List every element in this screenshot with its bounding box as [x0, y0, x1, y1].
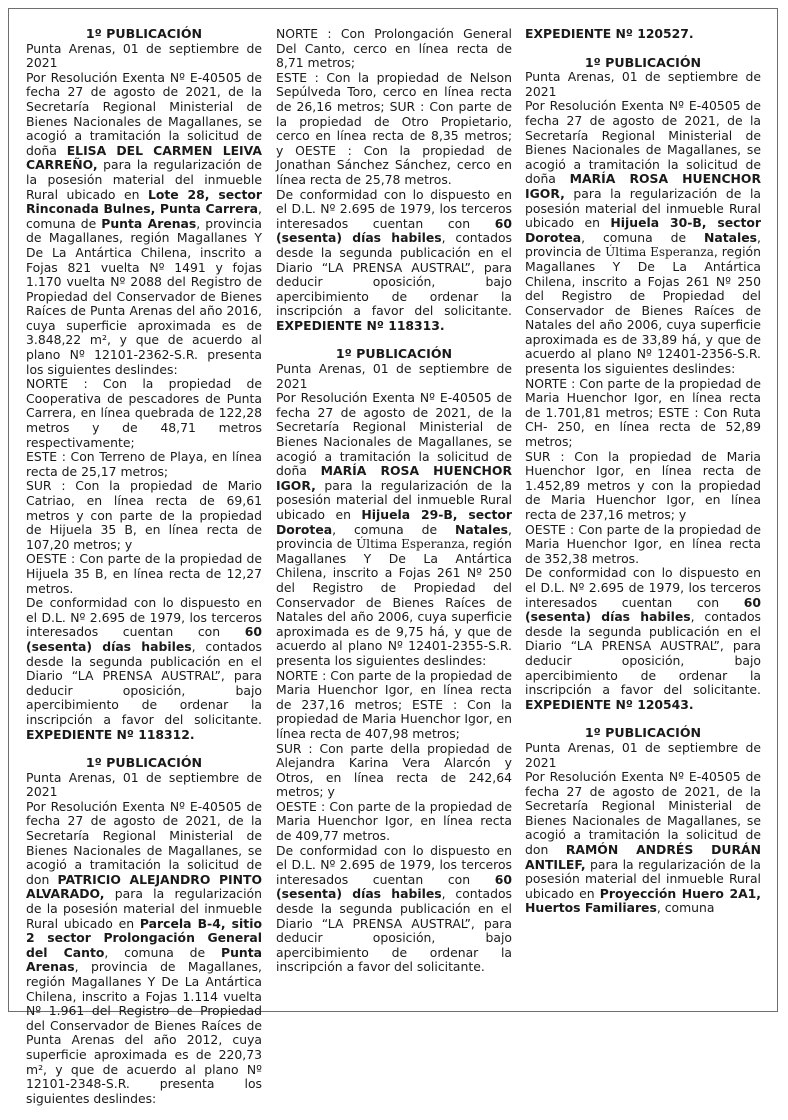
commune-label: , comuna	[656, 900, 715, 916]
boundary-line: NORTE : Con parte de la propiedad de Maria Huenchor Igor, en línea recta de 1.701,81 metros; ESTE : Con Ruta CH- 250, en línea recta de 52,89 metros;	[525, 375, 761, 450]
location-text: Parcela B-4, sitio 2 sector Prolongación General del Canto	[26, 915, 262, 960]
column-2	[276, 27, 512, 989]
purpose-text: para la regularización de la posesión material del inmueble Rural ubicado en	[26, 886, 262, 931]
boundary-line: SUR : Con la propiedad de Maria Huenchor Igor, en línea recta de 1.452,89 metros y con la propiedad de Maria Huenchor Igor, en línea recta de 237,16 metros; y	[525, 448, 761, 522]
notice-heading: 1º PUBLICACIÓN	[584, 725, 702, 741]
commune-label: , comuna de	[581, 229, 687, 245]
closing-text-end: , contados desde la segunda publicación en el Diario “LA PRENSA AUSTRAL”, para deducir oposición, bajo apercibimiento de ordenar la inscripción a favor del solicitante.	[276, 886, 512, 975]
resolution-text: Por Resolución Exenta Nº E-40505 de fecha 27 de agosto de 2021, de la Secretaría Regional Ministerial de Bienes Nacionales de Magallanes, se acogió a tramitación la solicitud de don	[525, 769, 761, 858]
boundary-line: OESTE : Con parte de la propiedad de Maria Huenchor Igor, en línea recta de 352,38 metros.	[525, 521, 761, 566]
closing-text: De conformidad con lo dispuesto en el D.L. Nº 2.695 de 1979, los terceros interesados cuentan con	[26, 595, 262, 640]
location-text: Hijuela 29-B, sector Dorotea	[276, 507, 512, 537]
location-text: Proyección Huero 2A1, Huertos Familiares	[525, 885, 761, 916]
resolution-text: Por Resolución Exenta Nº E-40505 de fecha 27 de agosto de 2021, de la Secretaría Regional Ministerial de Bienes Nacionales de Magallanes, se acogió a tramitación la solicitud de doña	[525, 98, 761, 187]
notice-118313	[26, 756, 262, 1106]
province-label: , provincia de	[276, 521, 512, 552]
boundary-line: NORTE : Con Prolongación General Del Canto, cerco en línea recta de 8,71 metros;	[276, 26, 512, 71]
closing-text: De conformidad con lo dispuesto en el D.L. Nº 2.695 de 1979, los terceros interesados cuentan con	[276, 186, 512, 231]
purpose-text: para la regularización de la posesión material del inmueble Rural ubicado en	[525, 856, 761, 901]
expediente-number: EXPEDIENTE Nº 120527.	[525, 26, 694, 41]
newspaper-page	[8, 8, 778, 1106]
closing-text: De conformidad con lo dispuesto en el D.L. Nº 2.695 de 1979, los terceros interesados cuentan con	[525, 565, 761, 610]
applicant-name: MARÍA ROSA HUENCHOR IGOR,	[525, 171, 761, 201]
property-text: , región Magallanes Y De La Antártica Chilena, inscrito a Fojas 261 Nº 250 del Registro de Propiedad del Conservador de Bienes Raíces de Natales del año 2006, cuya superficie aproximada es de 33,89 há, y que de acuerdo al plano Nº 12401-2356-S.R. presenta los siguientes deslindes:	[525, 244, 761, 377]
applicant-name: ELISA DEL CARMEN LEIVA CARREÑO,	[26, 142, 262, 173]
location-text: Lote 28, sector Rinconada Bulnes, Punta Carrera	[26, 186, 262, 217]
expediente-number: EXPEDIENTE Nº 118313.	[276, 317, 445, 333]
location-text: Hijuela 30-B, sector Dorotea	[525, 215, 761, 245]
province-name: Última Esperanza	[356, 537, 465, 552]
resolution-text: Por Resolución Exenta Nº E-40505 de fecha 27 de agosto de 2021, de la Secretaría Regional Ministerial de Bienes Nacionales de Magallanes, se acogió a tramitación la solicitud de doña	[276, 390, 512, 479]
boundary-line: OESTE : Con parte de la propiedad de Hijuela 35 B, en línea recta de 12,27 metros.	[26, 551, 262, 596]
purpose-text: para la regularización de la posesión material del inmueble Rural ubicado en	[26, 157, 262, 202]
notice-118313-cont	[276, 27, 512, 333]
notice-120527-cont	[525, 27, 761, 42]
boundary-line: SUR : Con parte della propiedad de Alejandra Karina Vera Alarcón y Otros, en línea recta de 242,64 metros; y	[276, 740, 512, 800]
applicant-name: MARÍA ROSA HUENCHOR IGOR,	[276, 463, 512, 493]
date-line: Punta Arenas, 01 de septiembre de 2021	[26, 40, 262, 71]
boundary-line: ESTE : Con la propiedad de Nelson Sepúlveda Toro, cerco en línea recta de 26,16 metros; SUR : Con parte de la propiedad de Otro Propietario, cerco en línea recta de 8,35 metros; y OESTE : Con la propiedad de Jonathan Sánchez Sánchez, cerco en línea recta de 25,78 metros.	[276, 69, 512, 187]
closing-text-end: , contados desde la segunda publicación en el Diario “LA PRENSA AUSTRAL”, para deducir oposición, bajo apercibimiento de ordenar la inscripción a favor del solicitante.	[525, 609, 761, 698]
closing-text: De conformidad con lo dispuesto en el D.L. Nº 2.695 de 1979, los terceros interesados cuentan con	[276, 842, 512, 887]
days-term: 60 (sesenta) días habiles	[525, 594, 761, 625]
boundary-line: SUR : Con la propiedad de Mario Catriao, en línea recta de 69,61 metros y con parte de la propiedad de Hijuela 35 B, en línea recta de 107,20 metros; y	[26, 478, 262, 552]
commune-name: Punta Arenas	[101, 215, 197, 231]
applicant-name: RAMÓN ANDRÉS DURÁN ANTILEF,	[525, 842, 761, 872]
property-text: , provincia de Magallanes, región Magallanes Y De La Antártica Chilena, inscrito a Fojas 1.114 vuelta Nº 1.961 del Registro de Propiedad del Conservador de Bienes Raíces de Punta Arenas del año 2012, cuya superficie aproximada es de 220,73 m², y que de acuerdo al plano Nº 12101-2348-S.R. presenta los siguientes deslindes:	[26, 959, 262, 1106]
province-name: Última Esperanza	[605, 245, 714, 260]
notice-120527	[276, 347, 512, 975]
commune-name: Natales	[704, 229, 758, 245]
commune-label: , comuna de	[26, 201, 262, 231]
date-line: Punta Arenas, 01 de septiembre de 2021	[276, 361, 512, 391]
notice-heading: 1º PUBLICACIÓN	[584, 54, 702, 70]
commune-label: , comuna de	[104, 944, 206, 960]
province-label: , provincia de	[525, 229, 761, 260]
commune-name: Natales	[455, 521, 509, 537]
boundary-line: NORTE : Con la propiedad de Cooperativa de pescadores de Punta Carrera, en línea quebrada de 122,28 metros y de 48,71 metros respectivamente;	[26, 376, 262, 450]
date-line: Punta Arenas, 01 de septiembre de 2021	[26, 769, 262, 800]
closing-text-end: , contados desde la segunda publicación en el Diario “LA PRENSA AUSTRAL”, para deducir oposición, bajo apercibimiento de ordenar la inscripción a favor del solicitante.	[26, 638, 262, 727]
resolution-text: Por Resolución Exenta Nº E-40505 de fecha 27 de agosto de 2021, de la Secretaría Regional Ministerial de Bienes Nacionales de Magallanes, se acogió a tramitación la solicitud de don	[26, 798, 262, 887]
notice-heading: 1º PUBLICACIÓN	[335, 346, 453, 362]
closing-text-end: , contados desde la segunda publicación en el Diario “LA PRENSA AUSTRAL”, para deducir oposición, bajo apercibimiento de ordenar la inscripción a favor del solicitante.	[276, 230, 512, 319]
property-text: , región Magallanes Y De La Antártica Chilena, inscrito a Fojas 261 Nº 250 del Registro de Propiedad del Conservador de Bienes Raíces de Natales del año 2006, cuya superficie aproximada es de 9,75 há, y que de acuerdo al plano Nº 12401-2355-S.R. presenta los siguientes deslindes:	[276, 536, 512, 668]
column-1	[26, 27, 262, 1120]
boundary-line: ESTE : Con Terreno de Playa, en línea recta de 25,17 metros;	[26, 449, 262, 479]
boundary-line: NORTE : Con parte de la propiedad de Maria Huenchor Igor, en línea recta de 237,16 metros; ESTE : Con la propiedad de Maria Huenchor Igor, en línea recta de 407,98 metros;	[276, 667, 512, 741]
boundary-line: OESTE : Con parte de la propiedad de Maria Huenchor Igor, en línea recta de 409,77 metros.	[276, 798, 512, 844]
purpose-text: para la regularización de la posesión material del inmueble Rural ubicado en	[525, 185, 761, 231]
days-term: 60 (sesenta) días habiles	[276, 871, 512, 902]
notice-118312	[26, 27, 262, 742]
date-line: Punta Arenas, 01 de septiembre de 2021	[525, 69, 761, 99]
notice-heading: 1º PUBLICACIÓN	[85, 755, 203, 771]
expediente-number: EXPEDIENTE Nº 118312.	[26, 726, 195, 742]
applicant-name: PATRICIO ALEJANDRO PINTO ALVARADO,	[26, 871, 262, 902]
notice-120543	[525, 56, 761, 713]
commune-label: , comuna de	[332, 521, 438, 537]
expediente-number: EXPEDIENTE Nº 120543.	[525, 696, 694, 712]
commune-name: Punta Arenas	[26, 944, 262, 975]
days-term: 60 (sesenta) días habiles	[26, 624, 262, 654]
purpose-text: para la regularización de la posesión material del inmueble Rural ubicado en	[276, 477, 512, 522]
date-line: Punta Arenas, 01 de septiembre de 2021	[525, 739, 761, 770]
notice-duran	[525, 726, 761, 916]
resolution-text: Por Resolución Exenta Nº E-40505 de fecha 27 de agosto de 2021, de la Secretaría Regional Ministerial de Bienes Nacionales de Magallanes, se acogió a tramitación la solicitud de doña	[26, 69, 262, 158]
notice-heading: 1º PUBLICACIÓN	[85, 26, 203, 41]
column-3	[525, 27, 761, 930]
property-text: , provincia de Magallanes, región Magallanes Y De La Antártica Chilena, inscrito a Fojas 821 vuelta Nº 1491 y fojas 1.170 vuelta Nº 2088 del Registro de Propiedad del Conservador de Bienes Raíces de Punta Arenas del año 2016, cuya superficie aproximada es de 3.848,22 m², y que de acuerdo al plano Nº 12101-2362-S.R. presenta los siguientes deslindes:	[26, 215, 262, 377]
days-term: 60 (sesenta) días habiles	[276, 215, 512, 246]
